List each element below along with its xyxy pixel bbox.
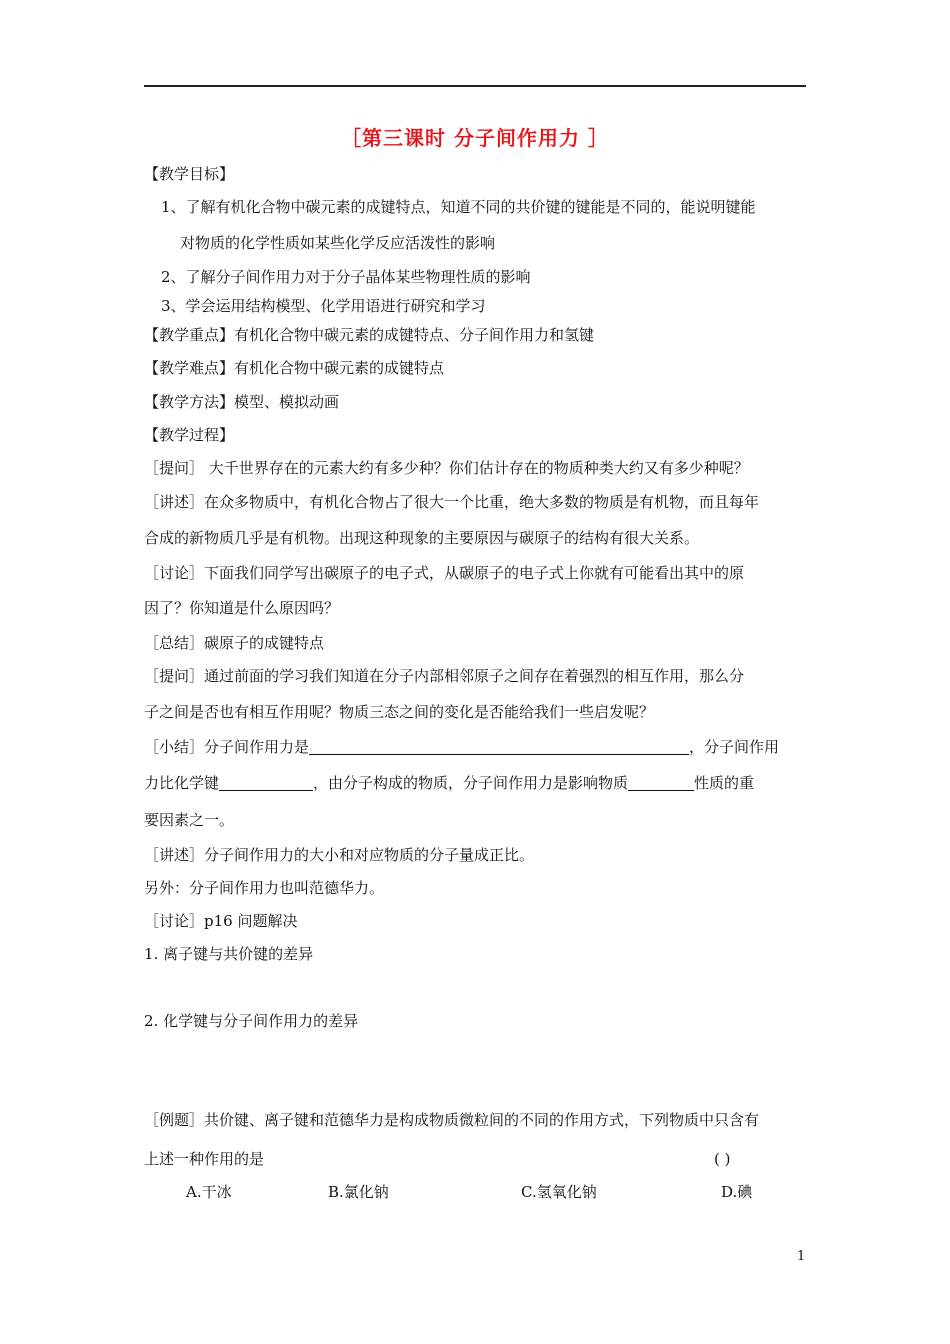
blank-2[interactable]: [219, 774, 313, 791]
goals-heading: 【教学目标】: [144, 165, 235, 183]
also-note: 另外：分子间作用力也叫范德华力。: [144, 879, 385, 897]
question-2-line-1: ［提问］通过前面的学习我们知道在分子内部相邻原子之间存在着强烈的相互作用，那么分: [144, 667, 745, 685]
option-a[interactable]: A.干冰: [186, 1183, 232, 1201]
goal-3: 3、学会运用结构模型、化学用语进行研究和学习: [161, 297, 486, 315]
summary-1: ［总结］碳原子的成键特点: [144, 634, 325, 652]
blank-3[interactable]: [628, 774, 694, 791]
discussion-1-line-2: 因了？你知道是什么原因吗？: [144, 599, 340, 617]
goal-1-continued: 对物质的化学性质如某些化学反应活泼性的影响: [180, 234, 496, 252]
discussion-2: ［讨论］p16 问题解决: [144, 912, 298, 930]
question-2-line-2: 子之间是否也有相互作用呢？物质三态之间的变化是否能给我们一些启发呢？: [144, 703, 655, 721]
key-point: 【教学重点】有机化合物中碳元素的成键特点、分子间作用力和氢键: [144, 326, 595, 344]
conclusion-text-d: ，由分子构成的物质，分子间作用力是影响物质: [313, 774, 629, 792]
question-1: ［提问］ 大千世界存在的元素大约有多少种？你们估计存在的物质种类大约又有多少种呢？: [144, 459, 749, 477]
conclusion-text-e: 性质的重: [694, 774, 755, 792]
conclusion-line-2: [144, 773, 754, 793]
process-heading: 【教学过程】: [144, 426, 235, 444]
goal-2: 2、了解分子间作用力对于分子晶体某些物理性质的影响: [161, 268, 531, 286]
blank-1[interactable]: [309, 738, 689, 755]
goal-1: 1、了解有机化合物中碳元素的成键特点，知道不同的共价键的键能是不同的，能说明键能: [161, 198, 756, 216]
conclusion-line-1: [144, 737, 779, 757]
conclusion-text-b: ，分子间作用: [689, 738, 780, 756]
lecture-1-line-1: ［讲述］在众多物质中，有机化合物占了很大一个比重，绝大多数的物质是有机物，而且每年: [144, 493, 760, 511]
lecture-2: ［讲述］分子间作用力的大小和对应物质的分子量成正比。: [144, 846, 535, 864]
example-line-1: ［例题］共价键、离子键和范德华力是构成物质微粒间的不同的作用方式，下列物质中只含有: [144, 1111, 760, 1129]
difficulty: 【教学难点】有机化合物中碳元素的成键特点: [144, 359, 445, 377]
example-line-2: 上述一种作用的是: [144, 1150, 265, 1168]
conclusion-text-c: 力比化学键: [144, 774, 220, 792]
page-title: ［第三课时 分子间作用力 ］: [341, 126, 609, 150]
option-b[interactable]: B.氯化钠: [328, 1183, 389, 1201]
page-number: 1: [797, 1249, 806, 1264]
teaching-method: 【教学方法】模型、模拟动画: [144, 393, 340, 411]
option-d[interactable]: D.碘: [721, 1183, 753, 1201]
option-c[interactable]: C.氢氧化钠: [521, 1183, 597, 1201]
header-rule: [144, 85, 806, 87]
lecture-1-line-2: 合成的新物质几乎是有机物。出现这种现象的主要原因与碳原子的结构有很大关系。: [144, 529, 700, 547]
question-item-2: 2. 化学键与分子间作用力的差异: [144, 1012, 359, 1030]
question-item-1: 1. 离子键与共价键的差异: [144, 945, 314, 963]
conclusion-line-3: 要因素之一。: [144, 811, 235, 829]
conclusion-text-a: ［小结］分子间作用力是: [144, 738, 310, 756]
answer-bracket[interactable]: ( ): [714, 1150, 731, 1168]
discussion-1-line-1: ［讨论］下面我们同学写出碳原子的电子式，从碳原子的电子式上你就有可能看出其中的原: [144, 564, 745, 582]
